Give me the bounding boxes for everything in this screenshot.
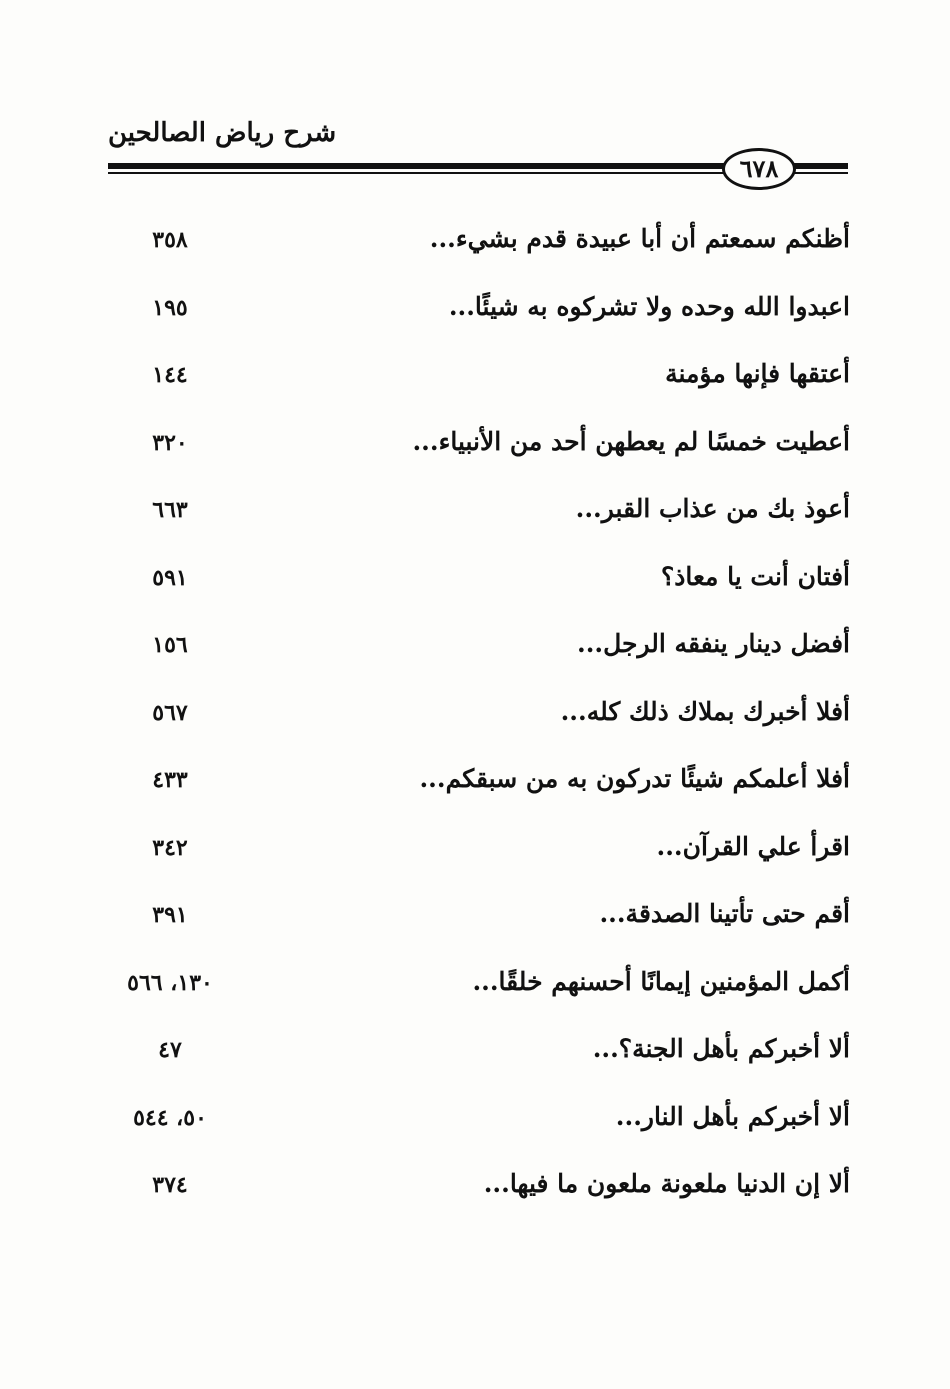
entry-page-number: ١٣٠، ٥٦٦ <box>127 969 213 996</box>
entry-text: أكمل المؤمنين إيمانًا أحسنهم خلقًا... <box>472 966 850 996</box>
entry-page-number: ٣٥٨ <box>152 227 188 253</box>
entry-text: ألا أخبركم بأهل النار... <box>615 1101 850 1131</box>
entry-text: أظنكم سمعتم أن أبا عبيدة قدم بشيء... <box>429 224 850 253</box>
hadith-index-list <box>100 210 850 1223</box>
entry-page-number: ٥٠، ٥٤٤ <box>133 1104 207 1131</box>
index-entry <box>100 480 850 548</box>
index-entry <box>100 1088 850 1156</box>
entry-text: اقرأ علي القرآن... <box>656 831 850 861</box>
entry-text: اعبدوا الله وحده ولا تشركوه به شيئًا... <box>448 291 850 321</box>
entry-text: أفضل دينار ينفقه الرجل... <box>577 629 850 658</box>
entry-page-number: ٣٢٠ <box>152 429 188 456</box>
index-entry <box>100 345 850 413</box>
entry-page-number: ٦٦٣ <box>152 497 188 523</box>
entry-text: ألا أخبركم بأهل الجنة؟... <box>592 1034 850 1063</box>
index-entry <box>100 1155 850 1223</box>
index-entry <box>100 278 850 346</box>
index-entry <box>100 548 850 616</box>
index-entry <box>100 210 850 278</box>
index-entry <box>100 750 850 818</box>
index-entry <box>100 1020 850 1088</box>
entry-page-number: ٤٧ <box>158 1037 182 1063</box>
entry-text: أعتقها فإنها مؤمنة <box>665 359 850 388</box>
entry-text: أقم حتى تأتينا الصدقة... <box>599 899 850 928</box>
book-title: شرح رياض الصالحين <box>108 118 337 148</box>
entry-text: أعوذ بك من عذاب القبر... <box>575 494 850 523</box>
entry-page-number: ٣٤٢ <box>152 834 188 861</box>
entry-page-number: ٣٩١ <box>152 902 188 928</box>
entry-text: أفلا أخبرك بملاك ذلك كله... <box>560 696 850 726</box>
entry-page-number: ١٩٥ <box>152 294 188 321</box>
index-entry <box>100 413 850 481</box>
index-entry <box>100 683 850 751</box>
entry-text: ألا إن الدنيا ملعونة ملعون ما فيها... <box>483 1169 850 1198</box>
page-number-badge: ٦٧٨ <box>722 148 796 190</box>
entry-page-number: ١٥٦ <box>152 632 188 658</box>
entry-page-number: ٥٦٧ <box>152 699 188 726</box>
entry-page-number: ١٤٤ <box>152 362 188 388</box>
index-entry <box>100 615 850 683</box>
entry-text: أفتان أنت يا معاذ؟ <box>660 561 850 591</box>
entry-page-number: ٥٩١ <box>152 564 188 591</box>
index-entry <box>100 818 850 886</box>
entry-page-number: ٣٧٤ <box>152 1172 188 1198</box>
index-entry <box>100 953 850 1021</box>
entry-text: أعطيت خمسًا لم يعطهن أحد من الأنبياء... <box>412 426 850 456</box>
entry-page-number: ٤٣٣ <box>152 767 188 793</box>
index-entry <box>100 885 850 953</box>
entry-text: أفلا أعلمكم شيئًا تدركون به من سبقكم... <box>419 764 850 793</box>
